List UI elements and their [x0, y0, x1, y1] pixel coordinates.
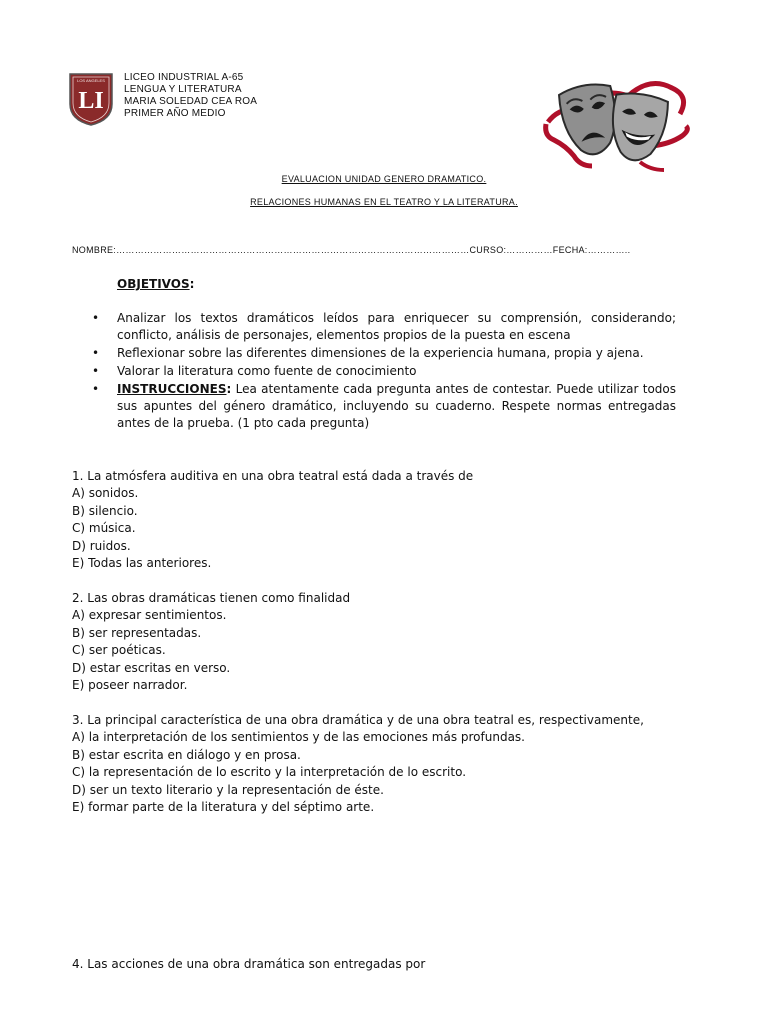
question-4	[72, 956, 425, 973]
answer-option: E) Todas las anteriores.	[72, 556, 212, 571]
school-logo	[68, 70, 114, 126]
evaluation-subtitle: RELACIONES HUMANAS EN EL TEATRO Y LA LITERATURA.	[250, 197, 518, 207]
answer-option: C) ser poéticas.	[72, 643, 166, 658]
student-info-line: NOMBRE:……………………………………………………………………………………………………CURSO:……………FECHA:…………..	[72, 245, 631, 255]
theater-masks-icon	[540, 66, 690, 178]
instructions-label: INSTRUCCIONES	[117, 382, 227, 396]
instructions-colon: :	[226, 382, 232, 396]
answer-option: D) ser un texto literario y la representación de éste.	[72, 782, 384, 797]
objective-item	[92, 363, 676, 380]
question-2	[72, 590, 350, 694]
instructions-text: Lea atentamente cada pregunta antes de contestar. Puede utilizar todos sus apuntes del género dramático, incluyendo su cuaderno. Respete normas entregadas antes de la prueba. (1 pto cada pregunta)	[117, 382, 676, 430]
objective-text: Reflexionar sobre las diferentes dimensiones de la experiencia humana, propia y ajena.	[117, 346, 644, 360]
instructions-item	[92, 381, 676, 432]
logo-letters: LI	[78, 88, 104, 114]
bullet-icon: •	[92, 311, 100, 325]
question-stem: 4. Las acciones de una obra dramática son entregadas por	[72, 957, 426, 971]
answer-option: B) ser representadas.	[72, 625, 202, 640]
school-name: LICEO INDUSTRIAL A-65	[124, 72, 244, 83]
bullet-icon: •	[92, 382, 100, 396]
objectives-colon: :	[189, 277, 195, 291]
answer-option: B) estar escrita en diálogo y en prosa.	[72, 747, 301, 762]
bullet-icon: •	[92, 346, 100, 360]
subject-name: LENGUA Y LITERATURA	[124, 84, 242, 95]
objective-text: Valorar la literatura como fuente de conocimiento	[117, 364, 417, 378]
question-stem: 1. La atmósfera auditiva en una obra teatral está dada a través de	[72, 469, 474, 483]
objectives-list	[92, 310, 676, 432]
grade-level: PRIMER AÑO MEDIO	[124, 108, 226, 119]
answer-option: C) música.	[72, 521, 136, 536]
question-3	[72, 712, 644, 816]
answer-option: A) sonidos.	[72, 486, 139, 501]
school-info	[124, 72, 257, 120]
bullet-icon: •	[92, 364, 100, 378]
logo-small-text: LOS ANGELES	[77, 78, 105, 83]
answer-option: C) la representación de lo escrito y la interpretación de lo escrito.	[72, 765, 467, 780]
objectives-heading	[117, 277, 194, 291]
question-stem: 3. La principal característica de una obra dramática y de una obra teatral es, respectivamente,	[72, 713, 644, 727]
objectives-title: OBJETIVOS	[117, 277, 190, 291]
answer-option: D) estar escritas en verso.	[72, 660, 231, 675]
answer-option: E) poseer narrador.	[72, 678, 188, 693]
answer-option: A) expresar sentimientos.	[72, 608, 227, 623]
teacher-name: MARIA SOLEDAD CEA ROA	[124, 96, 258, 107]
answer-option: D) ruidos.	[72, 538, 131, 553]
question-1	[72, 468, 473, 572]
objective-text: Analizar los textos dramáticos leídos para enriquecer su comprensión, considerando; conflicto, análisis de personajes, elementos propios de la puesta en escena	[117, 311, 676, 342]
answer-option: E) formar parte de la literatura y del séptimo arte.	[72, 800, 375, 815]
evaluation-title: EVALUACION UNIDAD GENERO DRAMATICO.	[281, 174, 487, 184]
answer-option: B) silencio.	[72, 503, 138, 518]
answer-option: A) la interpretación de los sentimientos y de las emociones más profundas.	[72, 730, 525, 745]
objective-item	[92, 310, 676, 344]
question-stem: 2. Las obras dramáticas tienen como finalidad	[72, 591, 351, 605]
objective-item	[92, 345, 676, 362]
